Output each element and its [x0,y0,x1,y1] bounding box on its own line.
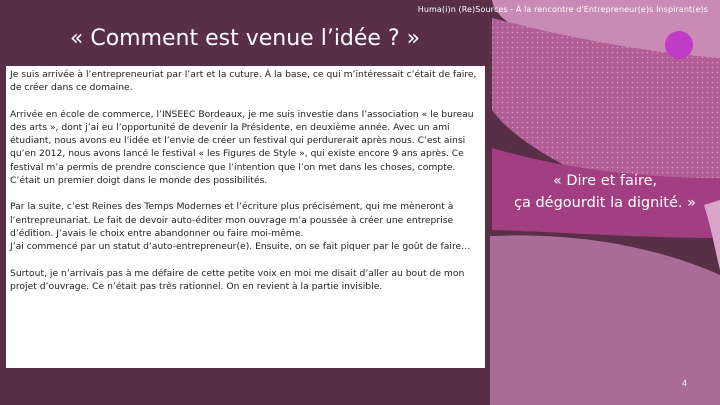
paragraph-1: Je suis arrivée à l’entrepreneuriat par l’art et la cuture. À la base, ce qui m’intéressait c’était de faire, de créer dans ce domaine. [10,69,477,94]
magenta-circle [665,31,693,59]
paragraph-4: Surtout, je n’arrivais pas à me défaire de cette petite voix en moi me disait d’aller au bout de mon projet d’ouvrage. Ce n’était pas très rationnel. On en revient à la partie invisible. [10,267,465,292]
paragraph-2: Arrivée en école de commerce, l’INSEEC Bordeaux, je me suis investie dans l’association « le bureau des arts », dont j’ai eu l’opportunité de devenir la Présidente, en deuxième année. Avec un ami étudiant, nous avons eu l’idée et l’envie de créer un festival qui perdurerait après nous. C’est ainsi qu’en 2012, nous avons lancé le festival « les Figures de Style », qui existe encore 9 ans après. Ce festival m’a permis de prendre conscience que l’intention que l’on met dans les choses, compte. C’était un premier doigt dans le monde des possibilités. [10,108,474,187]
quote [505,170,705,214]
slide-title: « Comment est venue l’idée ? » [69,26,421,51]
content-box [6,66,485,368]
quote-line-2: ça dégourdit la dignité. » [514,195,696,211]
paragraph-3: Par la suite, c’est Reines des Temps Modernes et l’écriture plus précisément, qui me mèneront à l’entrepreunariat. Le fait de devoir auto-éditer mon ouvrage m’a poussée à créer une entreprise d’édition. J’avais le choix entre abandonner ou faire moi-même. J’ai commencé par un statut d’auto-entrepreneur(e). Ensuite, on se fait piquer par le goût de faire… [10,201,471,253]
page-number: 4 [682,379,688,388]
quote-line-1: « Dire et faire, [552,173,658,189]
header-note: Huma(i)n (Re)Sources - À la rencontre d'Entrepreneur(e)s Inspirant(e)s [417,5,708,14]
